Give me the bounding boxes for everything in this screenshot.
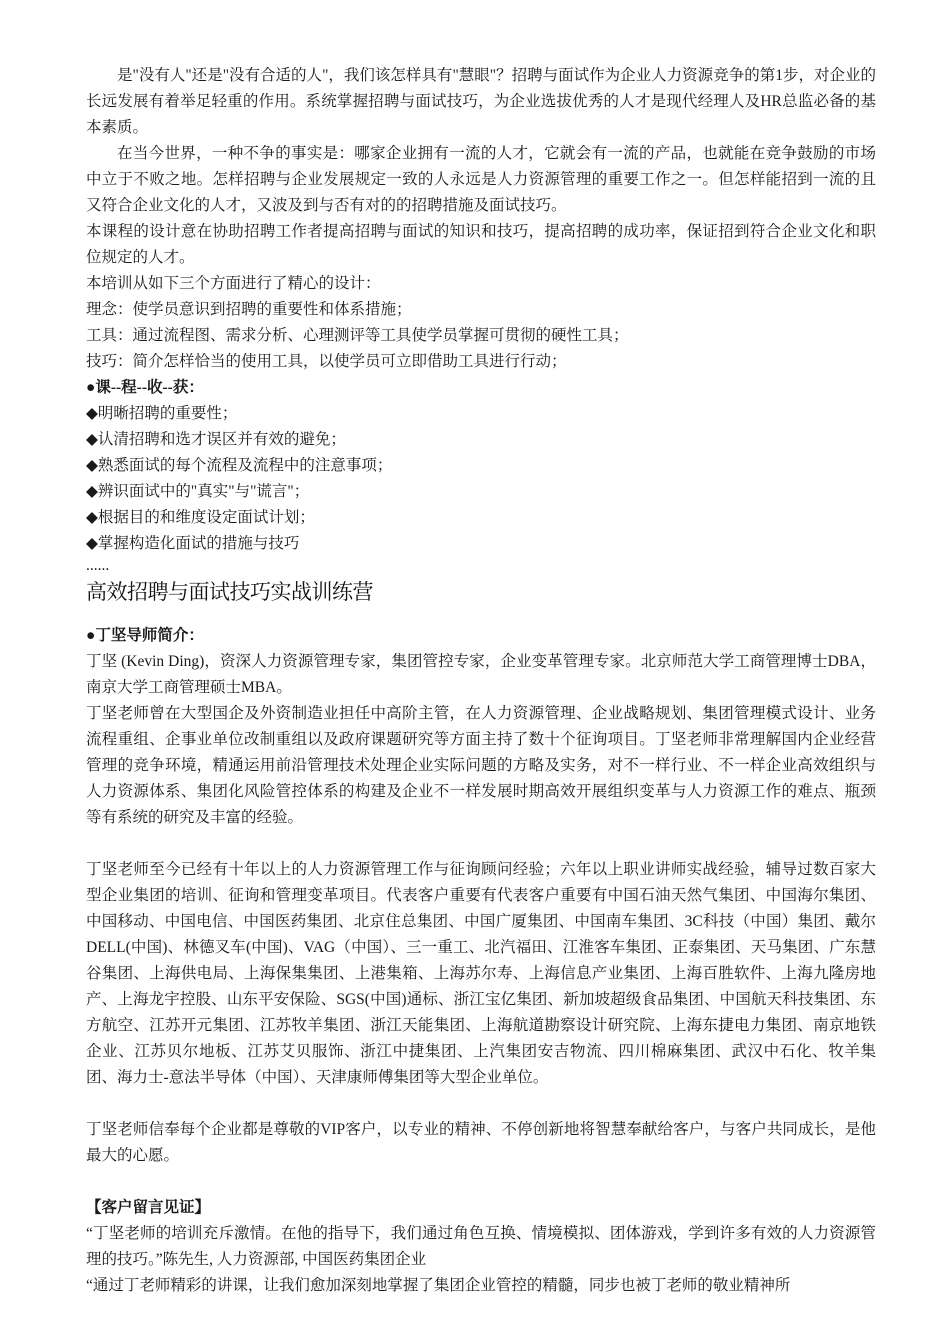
intro-paragraph-1: 是"没有人"还是"没有合适的人"，我们该怎样具有"慧眼"？招聘与面试作为企业人力资源竞争的第1步，对企业的长远发展有着举足轻重的作用。系统掌握招聘与面试技巧，为企业选拔优秀的人才是现代经理人及HR总监必备的基本素质。 [86, 67, 876, 136]
testimonials-title: 【客户留言见证】 [86, 1199, 211, 1216]
blank-line [86, 831, 876, 857]
gains-title: ●课--程--收--获： [86, 379, 204, 396]
blank-line [86, 1169, 876, 1195]
gains-item: ◆熟悉面试的每个流程及流程中的注意事项； [86, 457, 393, 474]
gains-item: ◆掌握构造化面试的措施与技巧 [86, 535, 300, 552]
gains-ellipsis: ...... [86, 557, 110, 574]
spacer [86, 609, 876, 623]
instructor-title: ●丁坚导师简介： [86, 627, 204, 644]
concept-line: 理念：使学员意识到招聘的重要性和体系措施； [86, 301, 412, 318]
document-page [86, 63, 876, 1299]
intro-paragraph-4: 本培训从如下三个方面进行了精心的设计： [86, 275, 381, 292]
instructor-paragraph-3: 丁坚老师至今已经有十年以上的人力资源管理工作与征询顾问经验；六年以上职业讲师实战经验，辅导过数百家大型企业集团的培训、征询和管理变革项目。代表客户重要有代表客户重要有中国石油天然气集团、中国海尔集团、中国移动、中国电信、中国医药集团、北京住总集团、中国广厦集团、中国南车集团、3C科技（中国）集团、戴尔DELL(中国)、林德叉车(中国)、VAG（中国）、三一重工、北汽福田、江淮客车集团、正泰集团、天马集团、广东慧谷集团、上海供电局、上海保集集团、上港集箱、上海苏尔寿、上海信息产业集团、上海百胜软件、上海九隆房地产、上海龙宇控股、山东平安保险、SGS(中国)通标、浙江宝亿集团、新加坡超级食品集团、中国航天科技集团、东方航空、江苏开元集团、江苏牧羊集团、浙江天能集团、上海航道勘察设计研究院、上海东捷电力集团、南京地铁企业、江苏贝尔地板、江苏艾贝服饰、浙江中捷集团、上汽集团安吉物流、四川棉麻集团、武汉中石化、牧羊集团、海力士-意法半导体（中国）、天津康师傅集团等大型企业单位。 [86, 861, 876, 1086]
intro-paragraph-3: 本课程的设计意在协助招聘工作者提高招聘与面试的知识和技巧，提高招聘的成功率，保证招到符合企业文化和职位规定的人才。 [86, 223, 876, 266]
intro-paragraph-2: 在当今世界，一种不争的事实是：哪家企业拥有一流的人才，它就会有一流的产品，也就能在竞争鼓励的市场中立于不败之地。怎样招聘与企业发展规定一致的人永远是人力资源管理的重要工作之一。但怎样能招到一流的且又符合企业文化的人才，又波及到与否有对的的招聘措施及面试技巧。 [86, 145, 876, 214]
gains-item: ◆明晰招聘的重要性； [86, 405, 238, 422]
gains-item: ◆辨识面试中的"真实"与"谎言"； [86, 483, 310, 500]
gains-item: ◆根据目的和维度设定面试计划； [86, 509, 315, 526]
skills-line: 技巧：简介怎样恰当的使用工具，以使学员可立即借助工具进行行动； [86, 353, 567, 370]
instructor-paragraph-1: 丁坚 (Kevin Ding)，资深人力资源管理专家，集团管控专家，企业变革管理专家。北京师范大学工商管理博士DBA，南京大学工商管理硕士MBA。 [86, 653, 876, 696]
gains-item: ◆认清招聘和选才误区并有效的避免； [86, 431, 346, 448]
blank-line [86, 1091, 876, 1117]
course-title: 高效招聘与面试技巧实战训练营 [86, 580, 373, 604]
testimonial-item: “丁坚老师的培训充斥激情。在他的指导下，我们通过角色互换、情境模拟、团体游戏，学到许多有效的人力资源管理的技巧。”陈先生, 人力资源部, 中国医药集团企业 [86, 1225, 876, 1268]
testimonial-item: “通过丁老师精彩的讲课，让我们愈加深刻地掌握了集团企业管控的精髓，同步也被丁老师的敬业精神所 [86, 1277, 791, 1294]
instructor-paragraph-2: 丁坚老师曾在大型国企及外资制造业担任中高阶主管，在人力资源管理、企业战略规划、集团管理模式设计、业务流程重组、企事业单位改制重组以及政府课题研究等方面主持了数十个征询项目。丁坚老师非常理解国内企业经营管理的竞争环境，精通运用前沿管理技术处理企业实际问题的方略及实务，对不一样行业、不一样企业高效组织与人力资源体系、集团化风险管控体系的构建及企业不一样发展时期高效开展组织变革与人力资源工作的难点、瓶颈等有系统的研究及丰富的经验。 [86, 705, 876, 826]
instructor-paragraph-4: 丁坚老师信奉每个企业都是尊敬的VIP客户，以专业的精神、不停创新地将智慧奉献给客户，与客户共同成长，是他最大的心愿。 [86, 1121, 876, 1164]
tools-line: 工具：通过流程图、需求分析、心理测评等工具使学员掌握可贯彻的硬性工具； [86, 327, 629, 344]
